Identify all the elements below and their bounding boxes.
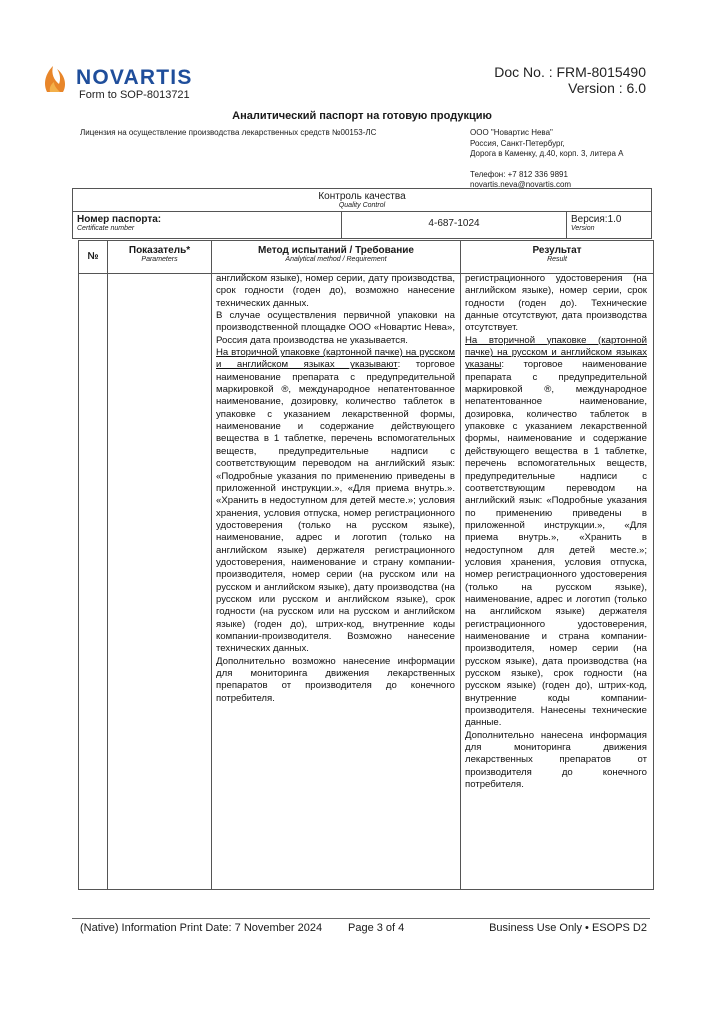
method-paragraph: Дополнительно возможно нанесение информации для мониторинга движения лекарственных препаратов от производителя до конечного потребителя. <box>216 655 455 704</box>
method-paragraph: английском языке), номер серии, дату производства, срок годности (годен до), возможно нанесение технических данных. <box>216 273 455 309</box>
result-underlined-heading: На вторичной упаковке (картонной пачке) на русском и английском языках указаны <box>465 334 647 371</box>
certificate-row <box>73 212 651 238</box>
company-line: ООО "Новартис Нева" <box>470 128 553 137</box>
result-paragraph: На вторичной упаковке (картонной пачке) на русском и английском языках указаны: торговое наименование препарата с предупредительной маркировкой ®, международное непатентованное наименование, дозировка, количество таблеток в упаковке с указанием лекарственной формы, наименование и содержание действующего вещества в 1 таблетке, перечень вспомогательных веществ, предупредительные надписи с соответствующим переводом на английский язык: «Подробные указания по применению приведены в приложенной инструкции.», «Для приема внутрь.», «Хранить в недоступном для детей месте.»; условия хранения, условия отпуска, номер регистрационного удостоверения (только на русском языке), наименование, адрес и логотип (только на английском языке) держателя регистрационного удостоверения, наименование и страна компании-производителя, номер серии (на русском языке), дата производства (на русском языке), срок годности (на русском языке) (годен до), штрих-код, внутренние коды компании-производителя. Нанесены технические данные. <box>465 334 647 729</box>
column-header-result: Результат Result <box>532 245 582 263</box>
document-title: Аналитический паспорт на готовую продукцию <box>232 110 492 122</box>
footer-page-number: Page 3 of 4 <box>348 922 405 934</box>
version-label: Версия:1.0 <box>571 214 622 225</box>
company-line: Россия, Санкт-Петербург, <box>470 138 565 148</box>
method-paragraph: На вторичной упаковке (картонной пачке) на русском и английском языках указывают: торговое наименование препарата с предупредительной маркировкой ®, международное непатентованное наименование, дозировку, количество таблеток в упаковке с указанием лекарственной формы, наименование и содержание действующего вещества в 1 таблетке, перечень вспомогательных веществ, предупредительные надписи с соответствующим переводом на английский язык: «Подробные указания по применению приведены в приложенной инструкции.», «Для приема внутрь.». «Хранить в недоступном для детей месте.»; условия хранения, условия отпуска, номер регистрационного удостоверения (только на русском языке), наименование, адрес и логотип (только на английском языке) держателя регистрационного удостоверения, наименование и страну компании-производителя, номер серии (на русском или на русском и английском языке), дату производства (на русском или русском и английском языке), срок годности (на русском или на русском и английском языке) (годен до), штрих-код, внутренние коды компании-производителя. Возможно нанесение технических данных. <box>216 347 455 655</box>
footer-classification: Business Use Only • ESOPS D2 <box>489 922 647 934</box>
method-underlined-heading: На вторичной упаковке (картонной пачке) на русском и английском языках указывают <box>216 347 455 371</box>
column-header-method: Метод испытаний / Требование Analytical method / Requirement <box>258 245 414 263</box>
doc-number: Doc No. : FRM-8015490 <box>494 64 646 80</box>
quality-control-header <box>72 188 652 239</box>
column-header-parameter: Показатель* Parameters <box>128 245 191 263</box>
novartis-logo-icon <box>42 64 68 94</box>
certificate-label: Номер паспорта: <box>77 214 162 225</box>
method-requirement-cell <box>216 273 455 705</box>
company-line: Дорога в Каменку, д.40, корп. 3, литера А <box>470 149 624 158</box>
certificate-number: 4-687-1024 <box>342 212 567 238</box>
footer-divider <box>72 918 650 919</box>
result-cell <box>465 273 647 791</box>
doc-version: Version : 6.0 <box>568 80 646 96</box>
version-label-en: Version <box>571 225 595 232</box>
qc-title-row <box>73 189 651 212</box>
column-header-number: № <box>87 251 99 262</box>
license-line: Лицензия на осуществление производства лекарственных средств №00153-ЛС <box>80 128 377 137</box>
certificate-label-en: Certificate number <box>77 225 135 232</box>
results-table <box>78 240 654 890</box>
company-logo-text: NOVARTIS <box>76 66 193 89</box>
company-address-block <box>470 128 623 191</box>
company-phone: Телефон: +7 812 336 9891 <box>470 169 568 179</box>
company-email: novartis.neva@novartis.com <box>470 180 572 189</box>
qc-title: Контроль качества <box>318 191 406 202</box>
result-paragraph: регистрационного удостоверения (на английском языке), номер серии, срок годности (годен до). Технические данные отсутствуют, дата производства отсутствует. <box>465 273 647 334</box>
result-paragraph: Дополнительно нанесена информация для мониторинга движения лекарственных препаратов от производителя до конечного потребителя. <box>465 729 647 791</box>
document-number-block <box>494 64 646 96</box>
method-paragraph: В случае осуществления первичной упаковки на производственной площадке ООО «Новартис Нева», Россия дата производства не указывается. <box>216 310 455 346</box>
form-reference: Form to SOP-8013721 <box>79 89 190 101</box>
qc-title-en: Quality Control <box>338 202 386 209</box>
footer-print-info: (Native) Information Print Date: 7 November 2024 <box>80 922 323 934</box>
